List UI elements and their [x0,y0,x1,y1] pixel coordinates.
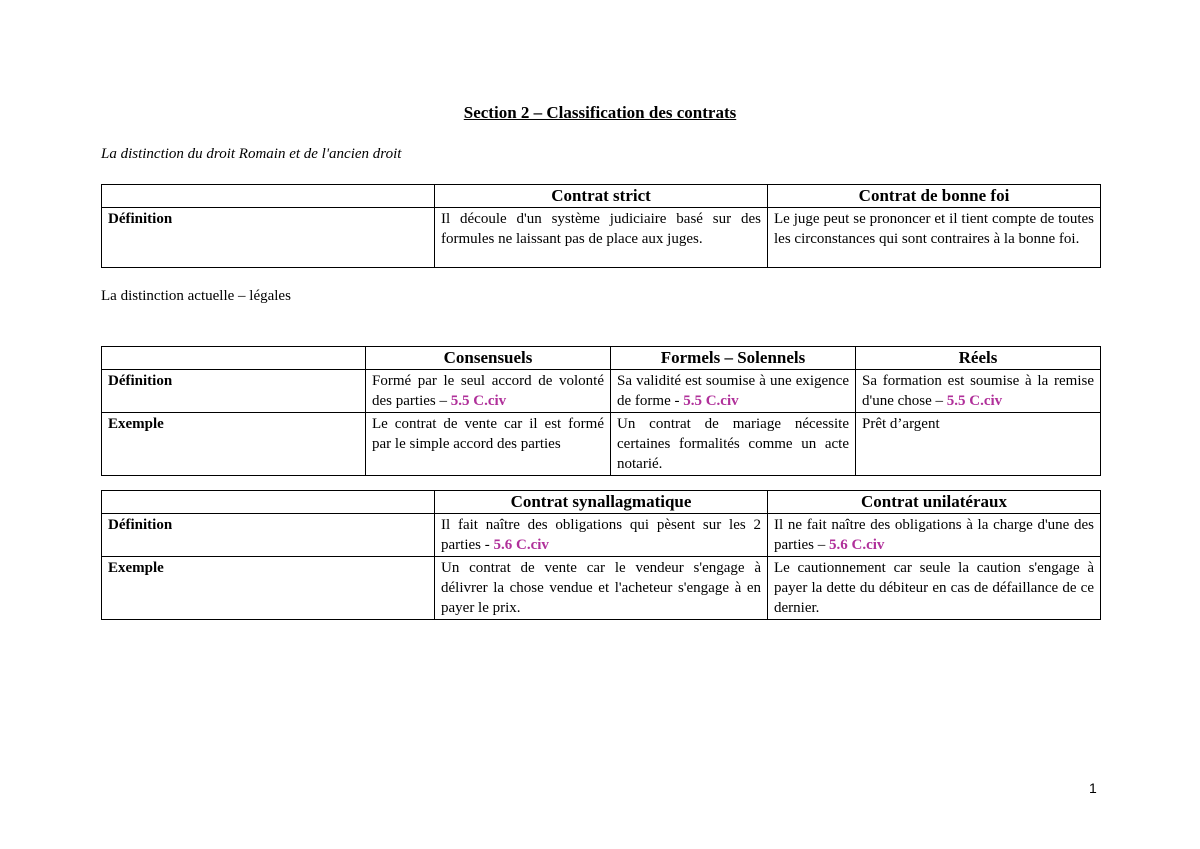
civil-code-reference: 5.6 C.civ [493,537,549,553]
row-label-definition: Définition [102,514,435,557]
cell-bonne-foi-definition: Le juge peut se prononcer et il tient compte de toutes les circonstances qui sont contraires à la bonne foi. [768,208,1101,268]
cell-text: Formé par le seul accord de volonté des parties – [372,373,604,409]
cell-text: Le contrat de vente car il est formé par le simple accord des parties [372,416,604,452]
cell-consensuels-definition [366,370,611,413]
table-row [102,557,1101,620]
table-legal-distinction [101,346,1101,476]
cell-contrat-strict-definition: Il découle d'un système judiciaire basé sur des formules ne laissant pas de place aux juges. [435,208,768,268]
cell-text: Il fait naître des obligations qui pèsent sur les 2 parties - [441,517,761,553]
header-reels: Réels [856,347,1101,370]
cell-text: Sa validité est soumise à une exigence de forme - [617,373,849,409]
subtitle-roman-distinction: La distinction du droit Romain et de l'ancien droit [101,146,402,162]
page-number: 1 [1089,780,1097,796]
table-row [102,413,1101,476]
table-header-row [102,185,1101,208]
subtitle-actual-distinction: La distinction actuelle – légales [101,288,291,304]
cell-text: Un contrat de mariage nécessite certaines formalités comme un acte notarié. [617,416,849,472]
header-contrat-bonne-foi: Contrat de bonne foi [768,185,1101,208]
civil-code-reference: 5.5 C.civ [946,393,1003,409]
row-label-definition: Définition [102,208,435,268]
cell-unilateraux-exemple [768,557,1101,620]
cell-consensuels-exemple [366,413,611,476]
table-row [102,370,1101,413]
table-synallagmatique-unilateraux [101,490,1101,620]
header-formels-solennels: Formels – Solennels [611,347,856,370]
table-roman-distinction [101,184,1101,268]
cell-text: Sa formation est soumise à la remise d'une chose – [862,373,1094,409]
table-row [102,514,1101,557]
civil-code-reference: 5.6 C.civ [828,537,885,553]
header-synallagmatique: Contrat synallagmatique [435,491,768,514]
cell-synallagmatique-exemple [435,557,768,620]
cell-formels-definition [611,370,856,413]
header-cell [102,185,435,208]
section-title: Section 2 – Classification des contrats [463,103,737,122]
row-label-exemple: Exemple [102,557,435,620]
cell-reels-exemple [856,413,1101,476]
cell-text: Le cautionnement car seule la caution s'engage à payer la dette du débiteur en cas de défaillance de ce dernier. [774,560,1094,616]
cell-reels-definition [856,370,1101,413]
civil-code-reference: 5.5 C.civ [450,393,507,409]
cell-synallagmatique-definition [435,514,768,557]
table-header-row [102,347,1101,370]
cell-formels-exemple [611,413,856,476]
header-contrat-strict: Contrat strict [435,185,768,208]
row-label-definition: Définition [102,370,366,413]
header-unilateraux: Contrat unilatéraux [768,491,1101,514]
cell-text: Un contrat de vente car le vendeur s'engage à délivrer la chose vendue et l'acheteur s'engage à en payer le prix. [441,560,761,616]
cell-text: Prêt d’argent [862,416,940,432]
header-cell [102,491,435,514]
header-consensuels: Consensuels [366,347,611,370]
cell-unilateraux-definition [768,514,1101,557]
row-label-exemple: Exemple [102,413,366,476]
civil-code-reference: 5.5 C.civ [683,393,739,409]
cell-text: Il ne fait naître des obligations à la charge d'une des parties – [774,517,1094,553]
table-row [102,208,1101,268]
header-cell [102,347,366,370]
table-header-row [102,491,1101,514]
